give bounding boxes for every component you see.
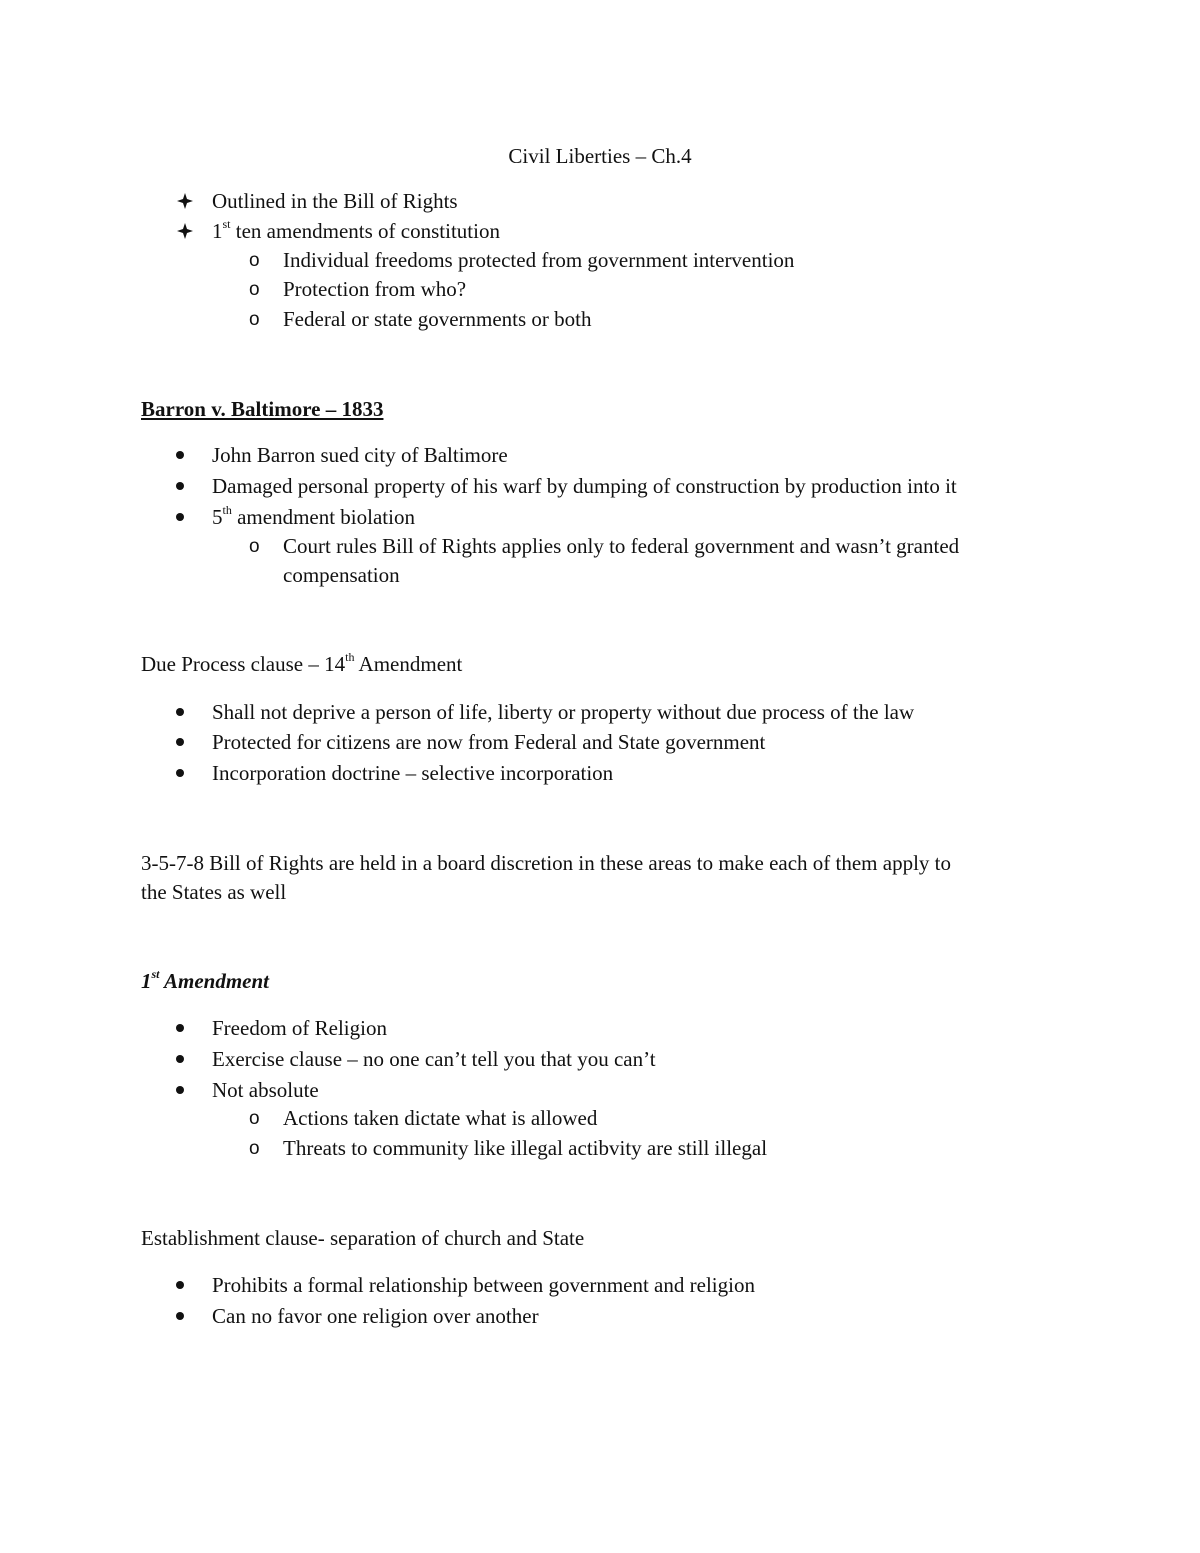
diamond-bullet-icon <box>177 193 193 209</box>
due-process-heading-end: Amendment <box>354 652 463 676</box>
intro-item-2-number: 1 <box>212 219 223 243</box>
barron-item-1: John Barron sued city of Baltimore <box>212 443 508 467</box>
establishment-item-1: Prohibits a formal relationship between government and religion <box>212 1273 755 1297</box>
bullet-dot-icon <box>176 708 184 716</box>
intro-item-2-text: ten amendments of constitution <box>230 219 500 243</box>
bullet-dot-icon <box>176 451 184 459</box>
barron-subitem-line-1: Court rules Bill of Rights applies only to federal government and wasn’t granted <box>283 534 960 558</box>
establishment-heading: Establishment clause- separation of church and State <box>141 1226 585 1250</box>
sub-bullet-marker: o <box>249 279 260 300</box>
first-amendment-heading-text: Amendment <box>159 969 269 993</box>
first-amendment-heading-suffix: st <box>151 967 160 981</box>
first-amendment-item-1: Freedom of Religion <box>212 1016 387 1040</box>
bullet-dot-icon <box>176 1281 184 1289</box>
intro-item-2-suffix: st <box>222 217 231 231</box>
bullet-dot-icon <box>176 482 184 490</box>
sub-bullet-marker: o <box>249 1138 260 1159</box>
first-amendment-item-3: Not absolute <box>212 1078 319 1102</box>
intro-item-1: Outlined in the Bill of Rights <box>212 189 458 213</box>
first-amendment-item-2: Exercise clause – no one can’t tell you that you can’t <box>212 1047 656 1071</box>
sub-bullet-marker: o <box>249 309 260 330</box>
barron-subitem-line-2: compensation <box>283 563 400 587</box>
establishment-item-2: Can no favor one religion over another <box>212 1304 539 1328</box>
bullet-dot-icon <box>176 1086 184 1094</box>
intro-subitem-2: Protection from who? <box>283 277 467 301</box>
due-process-heading-text: Due Process clause – 14 <box>141 652 346 676</box>
bullet-dot-icon <box>176 1312 184 1320</box>
barron-item-3 <box>212 502 415 532</box>
barron-item-3-suffix: th <box>222 503 232 517</box>
due-process-item-2: Protected for citizens are now from Federal and State government <box>212 730 766 754</box>
bullet-dot-icon <box>176 738 184 746</box>
sub-bullet-marker: o <box>249 1108 260 1129</box>
bullet-dot-icon <box>176 769 184 777</box>
diamond-bullet-icon <box>177 223 193 239</box>
due-process-item-3: Incorporation doctrine – selective incorporation <box>212 761 614 785</box>
due-process-item-1: Shall not deprive a person of life, liberty or property without due process of the law <box>212 700 915 724</box>
barron-item-2: Damaged personal property of his warf by dumping of construction by production into it <box>212 474 957 498</box>
bullet-dot-icon <box>176 513 184 521</box>
intro-item-2 <box>212 216 500 246</box>
barron-item-3-number: 5 <box>212 505 223 529</box>
first-amendment-subitem-2: Threats to community like illegal actibvity are still illegal <box>283 1136 768 1160</box>
first-amendment-subitem-1: Actions taken dictate what is allowed <box>283 1106 598 1130</box>
bullet-dot-icon <box>176 1024 184 1032</box>
paragraph-line-1: 3-5-7-8 Bill of Rights are held in a board discretion in these areas to make each of them apply to <box>141 851 952 875</box>
sub-bullet-marker: o <box>249 536 260 557</box>
sub-bullet-marker: o <box>249 250 260 271</box>
first-amendment-heading-number: 1 <box>141 969 152 993</box>
barron-item-3-text: amendment biolation <box>231 505 415 529</box>
first-amendment-heading <box>141 966 269 996</box>
due-process-heading <box>141 649 462 679</box>
page-title: Civil Liberties – Ch.4 <box>508 144 692 168</box>
due-process-heading-suffix: th <box>345 650 355 664</box>
intro-subitem-3: Federal or state governments or both <box>283 307 592 331</box>
barron-heading: Barron v. Baltimore – 1833 <box>141 397 384 421</box>
intro-subitem-1: Individual freedoms protected from government intervention <box>283 248 795 272</box>
paragraph-line-2: the States as well <box>141 880 287 904</box>
bullet-dot-icon <box>176 1055 184 1063</box>
